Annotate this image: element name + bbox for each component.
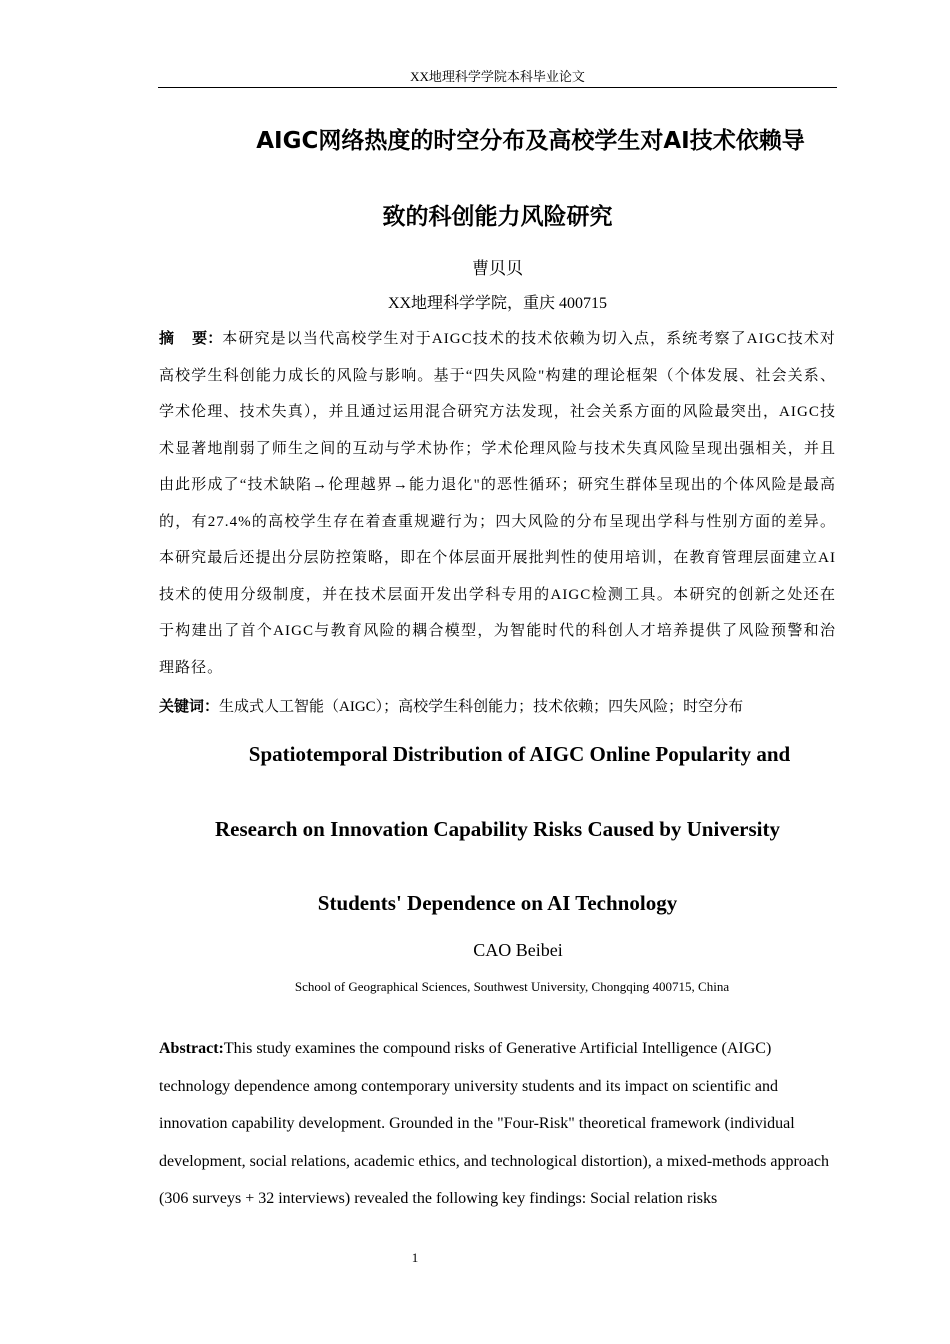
english-abstract-label: Abstract: [159, 1040, 224, 1057]
english-affiliation: School of Geographical Sciences, Southwest University, Chongqing 400715, China [294, 979, 730, 994]
chinese-keywords-text: 生成式人工智能（AIGC）；高校学生科创能力；技术依赖；四失风险；时空分布 [219, 699, 744, 715]
header-rule [158, 87, 837, 88]
chinese-title-line-2: 致的科创能力风险研究 [382, 204, 613, 230]
chinese-keywords [159, 695, 836, 719]
page-number: 1 [411, 1250, 419, 1265]
chinese-abstract [159, 321, 836, 686]
english-abstract-text: This study examines the compound risks of Generative Artificial Intelligence (AIGC) technology dependence among contemporary university students and its impact on scientific and innovation capability development. Grounded in the "Four-Risk" theoretical framework (individual development, social relations, academic ethics, and technological distortion), a mixed-methods approach (306 surveys + 32 interviews) revealed the following key findings: Social relation risks [159, 1040, 829, 1207]
chinese-abstract-label [159, 331, 222, 347]
chinese-abstract-text: 本研究是以当代高校学生对于AIGC技术的技术依赖为切入点，系统考察了AIGC技术对高校学生科创能力成长的风险与影响。基于“四失风险"构建的理论框架（个体发展、社会关系、学术伦理、技术失真），并且通过运用混合研究方法发现，社会关系方面的风险最突出，AIGC技术显著地削弱了师生之间的互动与学术协作；学术伦理风险与技术失真风险呈现出强相关，并且由此形成了“技术缺陷→伦理越界→能力退化"的恶性循环；研究生群体呈现出的个体风险是最高的，有27.4%的高校学生存在着查重规避行为；四大风险的分布呈现出学科与性别方面的差异。本研究最后还提出分层防控策略，即在个体层面开展批判性的使用培训，在教育管理层面建立AI技术的使用分级制度，并在技术层面开发出学科专用的AIGC检测工具。本研究的创新之处还在于构建出了首个AIGC与教育风险的耦合模型，为智能时代的科创人才培养提供了风险预警和治理路径。 [159, 331, 836, 676]
english-title-line-2: Research on Innovation Capability Risks Caused by University [215, 817, 780, 841]
chinese-title [158, 120, 837, 238]
chinese-title-line-1: AIGC网络热度的时空分布及高校学生对AI技术依赖导 [256, 128, 805, 154]
chinese-author: 曹贝贝 [472, 259, 523, 278]
english-abstract [159, 1030, 839, 1218]
chinese-affiliation: XX地理科学学院，重庆 400715 [387, 295, 608, 312]
english-title [158, 738, 837, 919]
chinese-keywords-label: 关键词： [159, 699, 220, 715]
abstract-label-char-2: 要： [192, 331, 223, 347]
english-title-line-3: Students' Dependence on AI Technology [317, 891, 678, 915]
english-author: CAO Beibei [473, 940, 563, 960]
english-title-line-1: Spatiotemporal Distribution of AIGC Online Popularity and [248, 742, 791, 766]
running-header: XX地理科学学院本科毕业论文 [410, 69, 585, 84]
abstract-label-char-1: 摘 [159, 331, 175, 347]
